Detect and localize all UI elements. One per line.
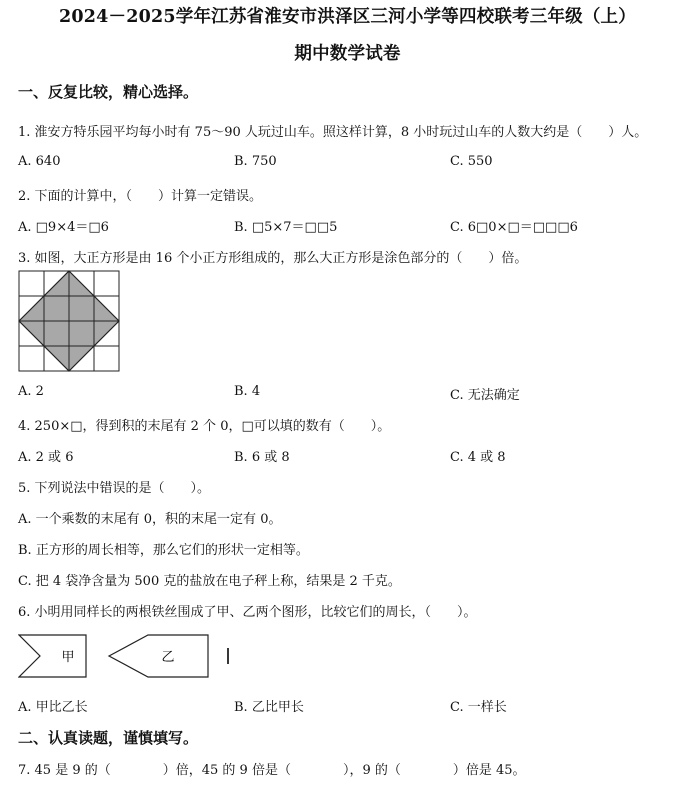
question-5-text: 5. 下列说法中错误的是（ ）。: [18, 481, 211, 496]
question-2-text: 2. 下面的计算中，（ ）计算一定错误。: [18, 189, 263, 204]
q6-option-a: A. 甲比乙长: [18, 700, 88, 715]
q3-option-a: A. 2: [18, 384, 44, 399]
question-6-text: 6. 小明用同样长的两根铁丝围成了甲、乙两个图形，比较它们的周长，（ ）。: [18, 605, 477, 620]
q5-option-c: C. 把 4 袋净含量为 500 克的盐放在电子秤上称，结果是 2 千克。: [18, 574, 401, 589]
q2-option-b: B. □5×7＝□□5: [234, 220, 338, 235]
q1-option-a: A. 640: [18, 154, 61, 169]
question-4-text: 4. 250×□，得到积的末尾有 2 个 0，□可以填的数有（ ）。: [18, 419, 391, 434]
q5-option-a: A. 一个乘数的末尾有 0，积的末尾一定有 0。: [18, 512, 282, 527]
q2-option-c: C. 6□0×□＝□□□6: [450, 220, 578, 235]
question-3-text: 3. 如图，大正方形是由 16 个小正方形组成的，那么大正方形是涂色部分的（ ）倍。: [18, 251, 528, 266]
shape-jia-label: 甲: [61, 650, 75, 665]
q6-option-c: C. 一样长: [450, 700, 507, 715]
shape-yi: [109, 635, 208, 677]
q4-option-a: A. 2 或 6: [18, 450, 74, 465]
section2-heading: 二、认真读题，谨慎填写。: [18, 729, 199, 747]
q6-option-b: B. 乙比甲长: [234, 700, 304, 715]
q4-option-c: C. 4 或 8: [450, 450, 506, 465]
q4-option-b: B. 6 或 8: [234, 450, 290, 465]
q3-option-c: C. 无法确定: [450, 388, 520, 403]
square-grid-figure: [18, 270, 120, 372]
question-7-text: 7. 45 是 9 的（ ）倍，45 的 9 倍是（ ），9 的（ ）倍是 45。: [18, 763, 526, 778]
exam-title-line1: 2024－2025学年江苏省淮安市洪泽区三河小学等四校联考三年级（上）: [59, 7, 636, 27]
shapes-jia-yi-figure: [18, 632, 233, 680]
section1-heading: 一、反复比较，精心选择。: [18, 83, 199, 101]
q1-option-b: B. 750: [234, 154, 277, 169]
exam-title-line2: 期中数学试卷: [294, 44, 401, 64]
q1-option-c: C. 550: [450, 154, 493, 169]
q2-option-a: A. □9×4＝□6: [18, 220, 109, 235]
shape-jia: [19, 635, 86, 677]
question-1-text: 1. 淮安方特乐园平均每小时有 75～90 人玩过山车。照这样计算，8 小时玩过山车的人数大约是（ ）人。: [18, 125, 648, 140]
grid-lines: [19, 271, 119, 371]
q5-option-b: B. 正方形的周长相等，那么它们的形状一定相等。: [18, 543, 309, 558]
shape-yi-label: 乙: [161, 650, 175, 665]
q3-option-b: B. 4: [234, 384, 261, 399]
